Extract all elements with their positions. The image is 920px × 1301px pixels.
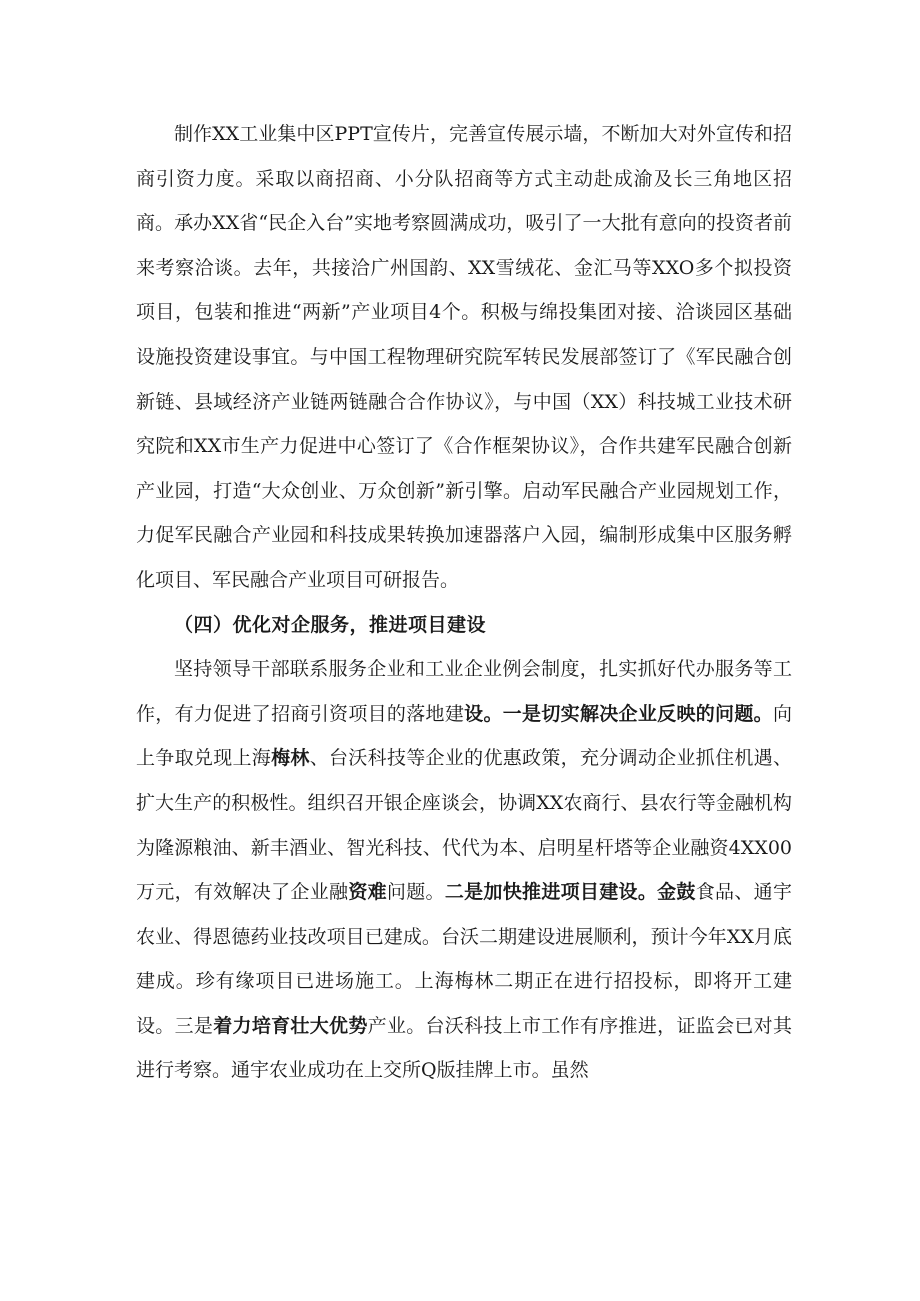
- bold-segment: 设。一是切实解决企业反映的问题。: [464, 702, 773, 725]
- bold-segment: 梅林: [271, 747, 310, 770]
- bold-segment: 二是加快推进项目建设。金鼓: [444, 881, 696, 904]
- section-heading: （四）优化对企服务，推进项目建设: [174, 613, 487, 636]
- text-segment: 向上争取兑现上海: [136, 702, 792, 770]
- text-segment: 问题。: [386, 881, 445, 904]
- text-segment: 、台沃科技等企业的优惠政策，充分调动企业抓住机遇、扩大生产的积极性。组织召开银企座谈会，协调XX农商行、县农行等金融机构为隆源粮油、新丰酒业、智光科技、代代为本、启明星杆塔等企业融资4XX00万元，有效解决了企业融: [136, 747, 792, 904]
- paragraph-enterprise-service: [136, 647, 792, 1093]
- text-segment: 坚持领导干部联系服务企业和工业企业例会制度，扎实抓好代办服务等工作，有力促进了招商引资项目的落地建: [136, 658, 792, 725]
- bold-segment: 资难: [348, 881, 387, 904]
- bold-segment: 着力培育壮大优势: [213, 1014, 368, 1037]
- text-segment: 食品、通宇农业、得恩德药业技改项目已建成。台沃二期建设进展顺利，预计今年XX月底建成。珍有缘项目已进场施工。上海梅林二期正在进行招投标，即将开工建设。三是: [136, 881, 792, 1037]
- text-segment: 产业。台沃科技上市工作有序推进，证监会已对其进行考察。通宇农业成功在上交所Q版挂牌上市。虽然: [136, 1014, 792, 1082]
- paragraph-promotion-investment: 制作XX工业集中区PPT宣传片，完善宣传展示墙，不断加大对外宣传和招商引资力度。采取以商招商、小分队招商等方式主动赴成渝及长三角地区招商。承办XX省“民企入台”实地考察圆满成功，吸引了一大批有意向的投资者前来考察洽谈。去年，共接洽广州国韵、XX雪绒花、金汇马等XXO多个拟投资项目，包装和推进“两新”产业项目4个。积极与绵投集团对接、洽谈园区基础设施投资建设事宜。与中国工程物理研究院军转民发展部签订了《军民融合创新链、县域经济产业链两链融合合作协议》，与中国（XX）科技城工业技术研究院和XX市生产力促进中心签订了《合作框架协议》，合作共建军民融合创新产业园，打造“大众创业、万众创新”新引擎。启动军民融合产业园规划工作，力促军民融合产业园和科技成果转换加速器落户入园，编制形成集中区服务孵化项目、军民融合产业项目可研报告。: [136, 123, 792, 591]
- document-body: [136, 112, 792, 1093]
